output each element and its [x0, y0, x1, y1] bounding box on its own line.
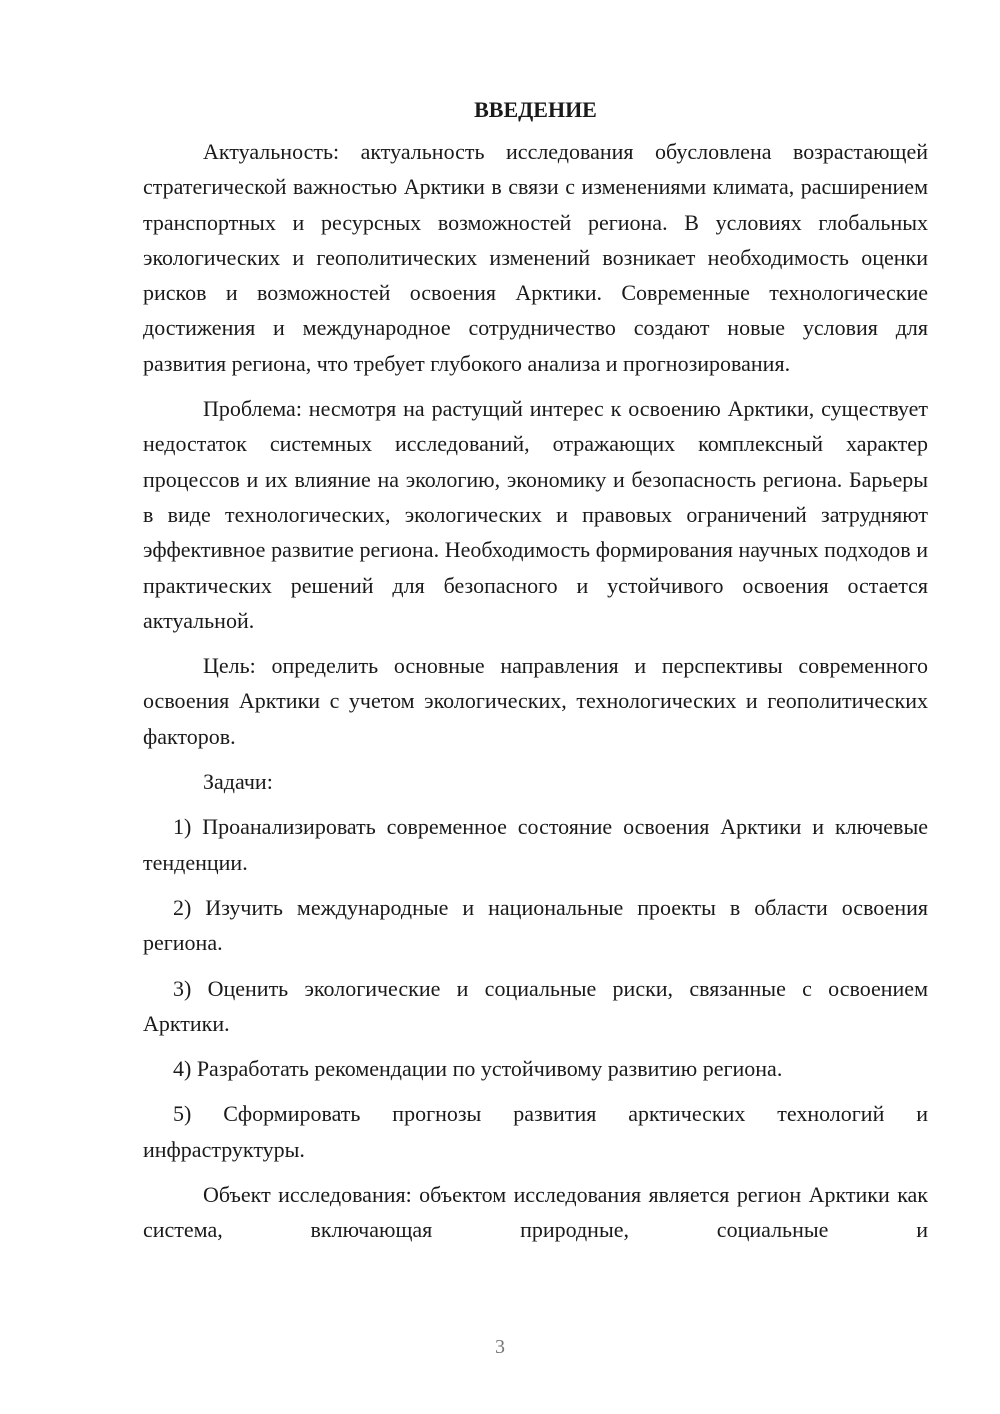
task-item-1: 1) Проанализировать современное состояние освоения Арктики и ключевые тенденции.: [143, 814, 928, 875]
document-page: [143, 92, 928, 1248]
paragraph-relevance: Актуальность: актуальность исследования обусловлена возрастающей стратегической важностью Арктики в связи с изменениями климата, расширением транспортных и ресурсных возможностей региона. В условиях глобальных экологических и геополитических изменений возникает необходимость оценки рисков и возможностей освоения Арктики. Современные технологические достижения и международное сотрудничество создают новые условия для развития региона, что требует глубокого анализа и прогнозирования.: [143, 139, 928, 376]
paragraph-object: Объект исследования: объектом исследования является регион Арктики как система, включающая природные, социальные и: [143, 1182, 928, 1243]
page-number: 3: [495, 1336, 505, 1358]
task-item-4: 4) Разработать рекомендации по устойчивому развитию региона.: [173, 1056, 783, 1082]
section-title: ВВЕДЕНИЕ: [474, 97, 597, 122]
task-item-2: 2) Изучить международные и национальные проекты в области освоения региона.: [143, 894, 928, 956]
tasks-heading: Задачи:: [203, 769, 273, 795]
paragraph-problem: Проблема: несмотря на растущий интерес к освоению Арктики, существует недостаток системных исследований, отражающих комплексный характер процессов и их влияние на экологию, экономику и безопасность региона. Барьеры в виде технологических, экологических и правовых ограничений затрудняют эффективное развитие региона. Необходимость формирования научных подходов и практических решений для безопасного и устойчивого освоения остается актуальной.: [143, 396, 928, 633]
paragraph-goal: Цель: определить основные направления и перспективы современного освоения Арктики с учетом экологических, технологических и геополитических факторов.: [143, 653, 928, 749]
task-item-3: 3) Оценить экологические и социальные риски, связанные с освоением Арктики.: [143, 975, 928, 1036]
task-item-5: 5) Сформировать прогнозы развития арктических технологий и инфраструктуры.: [143, 1101, 928, 1162]
